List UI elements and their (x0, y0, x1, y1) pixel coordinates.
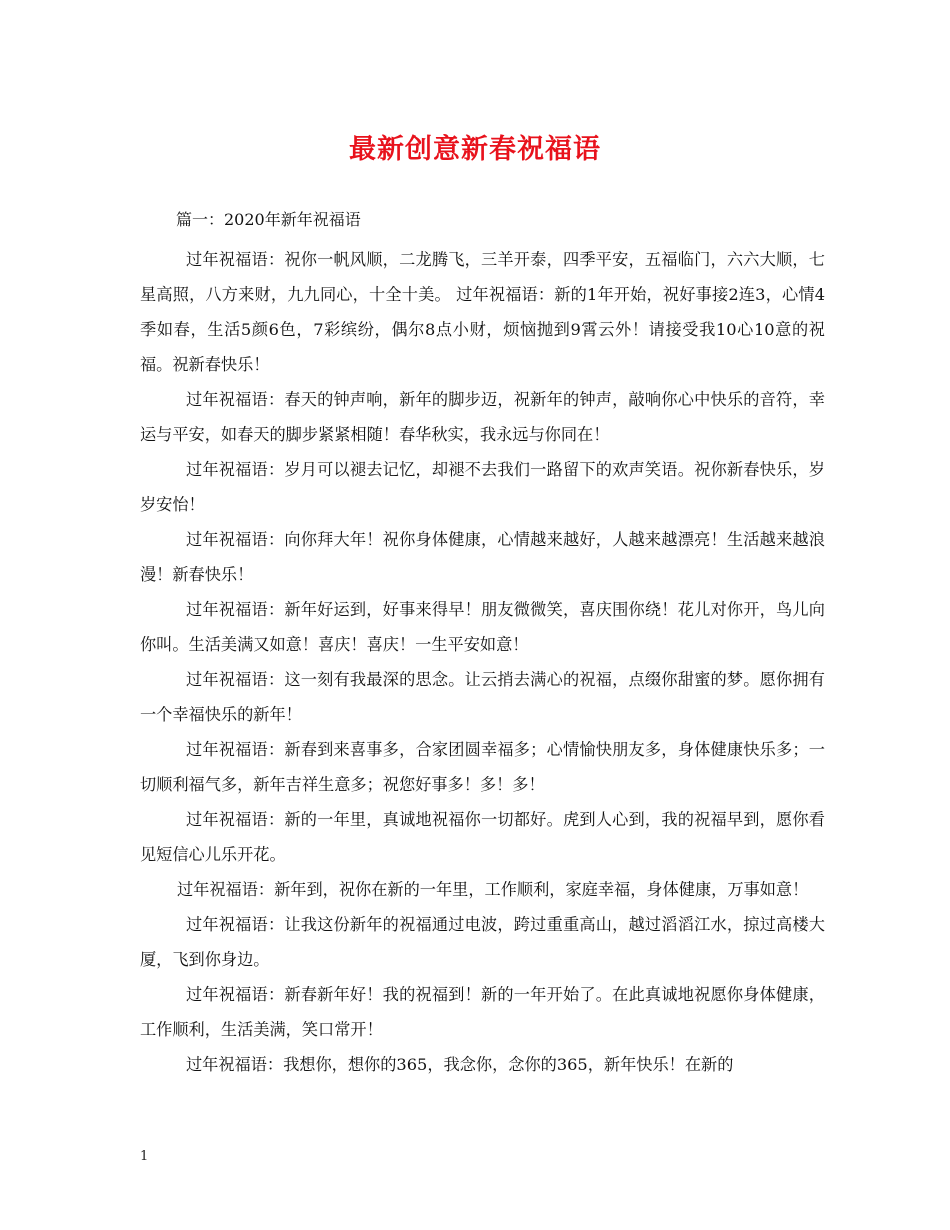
paragraph: 过年祝福语：新年到，祝你在新的一年里，工作顺利，家庭幸福，身体健康，万事如意！ (177, 880, 809, 899)
paragraph: 过年祝福语：新春新年好！我的祝福到！新的一年开始了。在此真诚地祝愿你身体健康，工作顺利，生活美满，笑口常开！ (140, 985, 825, 1039)
paragraph: 过年祝福语：这一刻有我最深的思念。让云捎去满心的祝福，点缀你甜蜜的梦。愿你拥有一个幸福快乐的新年！ (140, 670, 825, 724)
paragraph: 过年祝福语：我想你，想你的365，我念你，念你的365，新年快乐！在新的 (186, 1055, 734, 1074)
paragraph: 过年祝福语：新春到来喜事多，合家团圆幸福多；心情愉快朋友多，身体健康快乐多；一切顺利福气多，新年吉祥生意多；祝您好事多！多！多！ (140, 740, 825, 794)
paragraph: 过年祝福语：新的一年里，真诚地祝福你一切都好。虎到人心到，我的祝福早到，愿你看见短信心儿乐开花。 (140, 810, 825, 864)
section-heading: 篇一：2020年新年祝福语 (176, 210, 361, 229)
paragraph: 过年祝福语：春天的钟声响，新年的脚步迈，祝新年的钟声，敲响你心中快乐的音符，幸运与平安，如春天的脚步紧紧相随！春华秋实，我永远与你同在！ (140, 390, 825, 444)
paragraph: 过年祝福语：祝你一帆风顺，二龙腾飞，三羊开泰，四季平安，五福临门，六六大顺，七星高照，八方来财，九九同心，十全十美。 过年祝福语：新的1年开始，祝好事接2连3，心情4季如春，生活5颜6色，7彩缤纷，偶尔8点小财，烦恼抛到9霄云外！请接受我10心10意的祝福。祝新春快乐！ (140, 250, 825, 374)
page-number: 1 (140, 1149, 149, 1164)
document-body (140, 242, 825, 1082)
paragraph: 过年祝福语：岁月可以褪去记忆，却褪不去我们一路留下的欢声笑语。祝你新春快乐，岁岁安怡！ (140, 460, 825, 514)
document-title: 最新创意新春祝福语 (349, 134, 601, 165)
paragraph: 过年祝福语：新年好运到，好事来得早！朋友微微笑，喜庆围你绕！花儿对你开，鸟儿向你叫。生活美满又如意！喜庆！喜庆！一生平安如意！ (140, 600, 825, 654)
paragraph: 过年祝福语：让我这份新年的祝福通过电波，跨过重重高山，越过滔滔江水，掠过高楼大厦，飞到你身边。 (140, 915, 825, 969)
paragraph: 过年祝福语：向你拜大年！祝你身体健康，心情越来越好，人越来越漂亮！生活越来越浪漫！新春快乐！ (140, 530, 825, 584)
